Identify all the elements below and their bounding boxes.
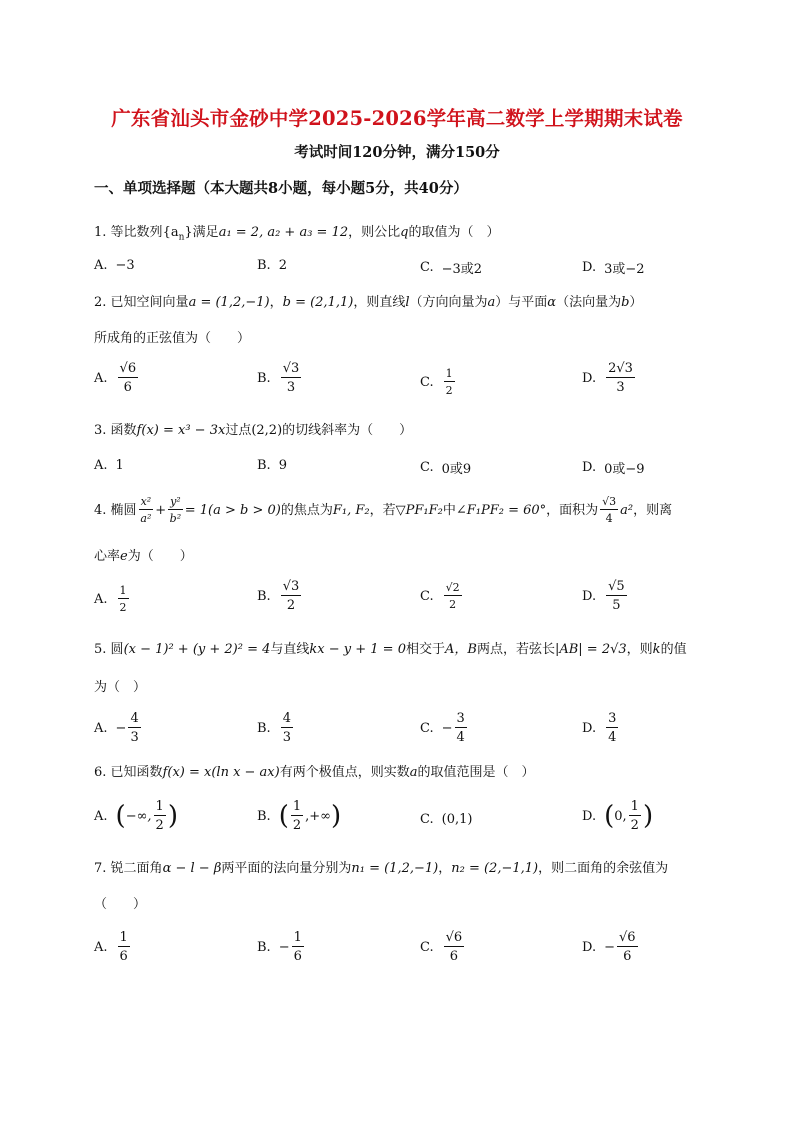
- question-number: 5.: [94, 642, 107, 657]
- line-equation: kx − y + 1 = 0: [309, 642, 406, 657]
- question-number: 2.: [94, 295, 107, 310]
- question-2: 2. 已知空间向量a = (1,2,−1)，b = (2,1,1)，则直线l（方向向量为a）与平面α（法向量为b）: [94, 295, 643, 310]
- question-text: ，则公比: [348, 225, 401, 240]
- option-a[interactable]: A. 1: [94, 458, 124, 473]
- option-b[interactable]: B. 9: [257, 458, 287, 473]
- option-a[interactable]: A. −3: [94, 258, 135, 273]
- option-b[interactable]: B. − $\frac{1}{6}$: [257, 930, 302, 964]
- question-number: 4.: [94, 502, 107, 518]
- option-a[interactable]: A. $\frac{1}{6}$: [94, 930, 128, 964]
- option-c[interactable]: C. − $\frac{3}{4}$: [420, 711, 465, 745]
- question-4-line2: 心率e为（ ）: [94, 549, 193, 564]
- option-a[interactable]: A. ( −∞, $\frac{1}{2}$ ): [94, 799, 178, 833]
- function-formula: f(x) = x³ − 3x: [136, 423, 226, 438]
- option-d[interactable]: D. 3或−2: [582, 260, 645, 277]
- option-c[interactable]: C. (0,1): [420, 812, 473, 827]
- question-3: 3. 函数f(x) = x³ − 3x过点(2,2)的切线斜率为（ ）: [94, 423, 413, 438]
- condition-formula: a₁ = 2, a₂ + a₃ = 12: [218, 225, 349, 240]
- option-d[interactable]: D. ( 0, $\frac{1}{2}$ ): [582, 799, 654, 833]
- question-text: 满足: [192, 225, 219, 240]
- function-formula: f(x) = x(ln x − ax): [162, 765, 280, 780]
- vector-b: b = (2,1,1): [282, 295, 354, 310]
- option-b[interactable]: B. ( $\frac{1}{2}$ ,+∞ ): [257, 799, 342, 833]
- option-d[interactable]: D. $\frac{3}{4}$: [582, 711, 617, 745]
- option-c[interactable]: C. −3或2: [420, 260, 483, 277]
- question-1: [94, 226, 499, 243]
- normal-vector-1: n₁ = (1,2,−1): [351, 861, 439, 876]
- section-heading: 一、单项选择题（本大题共8小题，每小题5分，共40分）: [94, 180, 468, 197]
- question-text: 的取值为（ ）: [408, 225, 500, 240]
- option-b[interactable]: B. $\frac{√3}{3}$: [257, 361, 300, 395]
- question-number: 6.: [94, 765, 107, 780]
- variable: q: [400, 225, 409, 240]
- option-b[interactable]: B. 2: [257, 258, 287, 273]
- option-a[interactable]: A. − $\frac{4}{3}$: [94, 711, 139, 745]
- option-a[interactable]: A. $\frac{1}{2}$: [94, 584, 127, 614]
- option-b[interactable]: B. $\frac{4}{3}$: [257, 711, 291, 745]
- option-c[interactable]: C. $\frac{√2}{2}$: [420, 581, 460, 611]
- question-4: 4. 椭圆 $\frac{\text{x²}}{\text{a²}}$ + $\frac{\text{y²}}{\text{b²}}$ = 1(a > b > 0) 的焦点为 F₁, F₂ ，若 ▽PF₁F₂ 中 ∠F₁PF₂ = 60° ，面积为 $\frac{√3}{4}$ a² ，则离: [94, 495, 673, 525]
- exam-subtitle: 考试时间120分钟，满分150分: [294, 144, 500, 161]
- question-7-line2: （ ）: [94, 897, 147, 912]
- question-text: 等比数列: [110, 225, 163, 240]
- option-d[interactable]: D. $\frac{√5}{5}$: [582, 579, 625, 613]
- question-number: 1.: [94, 225, 107, 240]
- option-d[interactable]: D. − $\frac{√6}{6}$: [582, 930, 636, 964]
- option-d[interactable]: D. 0或−9: [582, 460, 645, 477]
- normal-vector-2: n₂ = (2,−1,1): [451, 861, 539, 876]
- vector-a: a = (1,2,−1): [188, 295, 270, 310]
- option-c[interactable]: C. $\frac{1}{2}$: [420, 367, 453, 397]
- question-number: 3.: [94, 423, 107, 438]
- option-c[interactable]: C. 0或9: [420, 460, 472, 477]
- question-5: 5. 圆(x − 1)² + (y + 2)² = 4与直线kx − y + 1 = 0相交于A，B两点，若弦长|AB| = 2√3，则k的值: [94, 642, 687, 657]
- question-2-line2: 所成角的正弦值为（ ）: [94, 331, 251, 346]
- question-number: 7.: [94, 861, 107, 876]
- question-7: 7. 锐二面角α − l − β两平面的法向量分别为n₁ = (1,2,−1)，n₂ = (2,−1,1)，则二面角的余弦值为: [94, 861, 669, 876]
- question-5-line2: 为（ ）: [94, 680, 147, 695]
- option-b[interactable]: B. $\frac{√3}{2}$: [257, 579, 300, 613]
- sequence-symbol: $\{a_n\}$: [162, 225, 193, 243]
- option-c[interactable]: C. $\frac{√6}{6}$: [420, 930, 463, 964]
- question-6: 6. 已知函数f(x) = x(ln x − ax)有两个极值点，则实数a的取值范围是（ ）: [94, 765, 535, 780]
- option-a[interactable]: A. $\frac{√6}{6}$: [94, 361, 137, 395]
- circle-equation: (x − 1)² + (y + 2)² = 4: [123, 642, 271, 657]
- option-d[interactable]: D. $\frac{2√3}{3}$: [582, 361, 633, 395]
- exam-title: 广东省汕头市金砂中学2025-2026学年高二数学上学期期末试卷: [111, 107, 683, 130]
